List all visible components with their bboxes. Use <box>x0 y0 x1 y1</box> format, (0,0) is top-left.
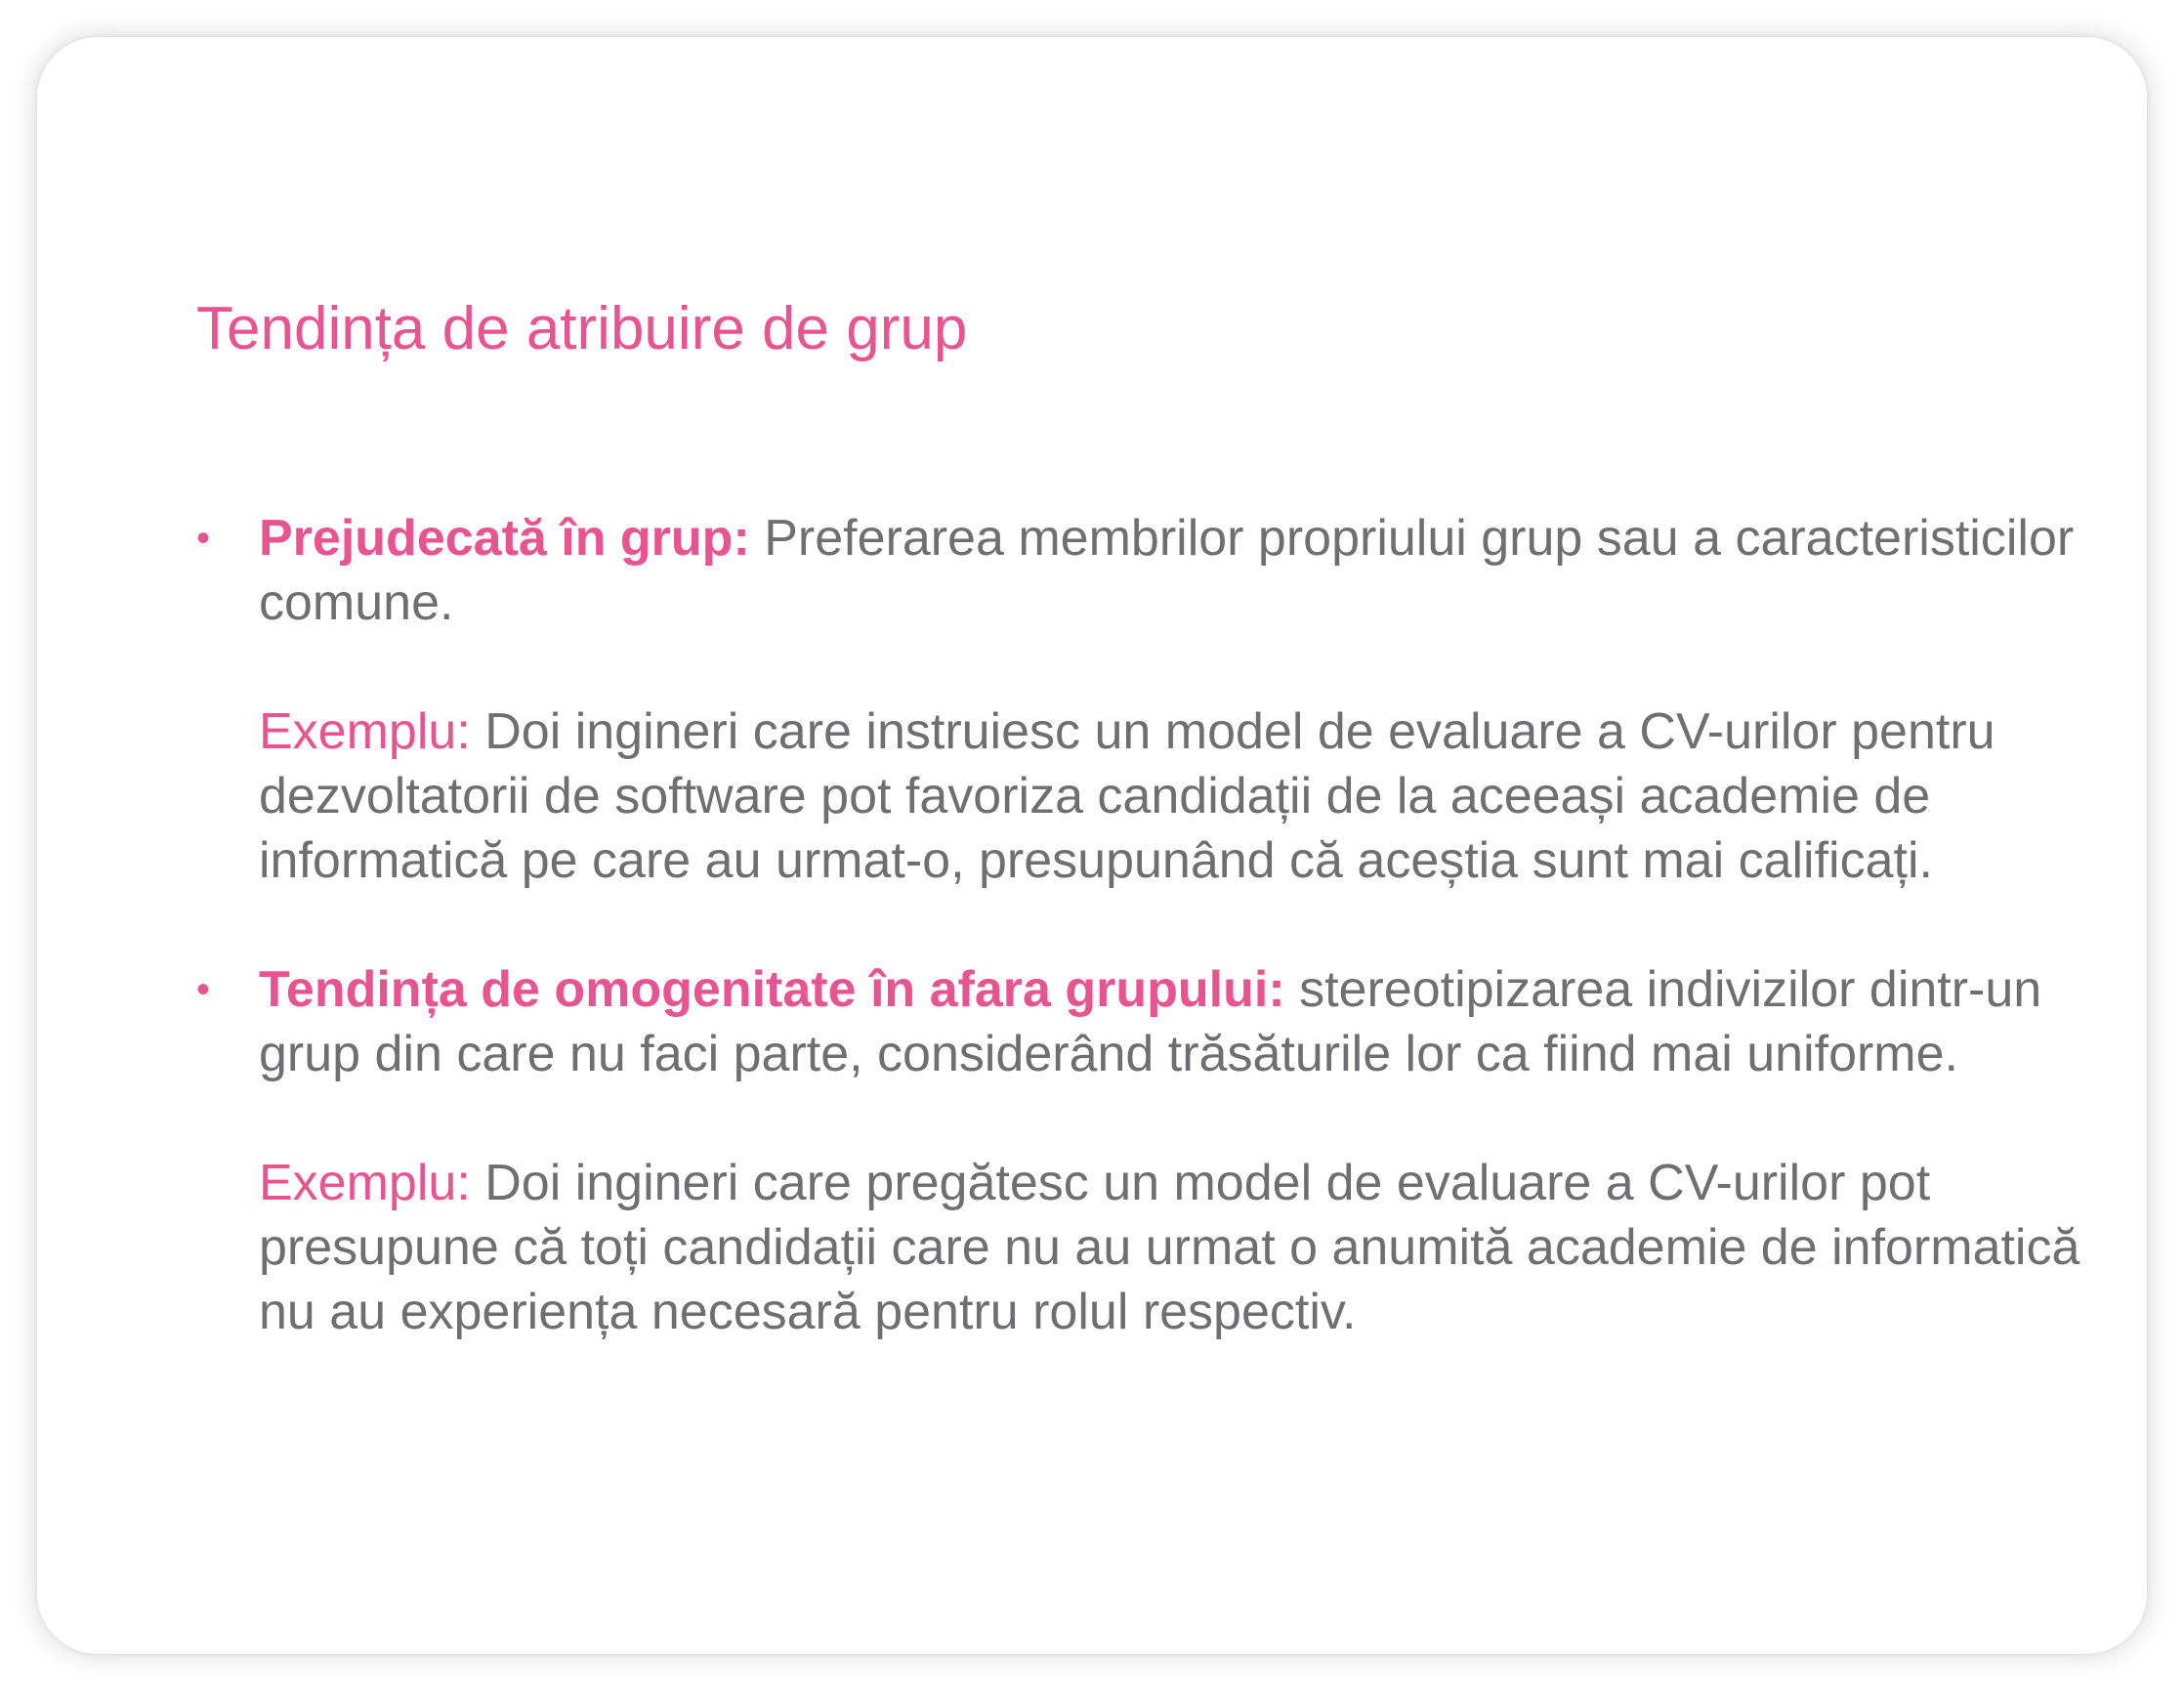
bullet-icon: • <box>196 517 211 560</box>
example-paragraph <box>259 699 2081 893</box>
bias-list <box>196 506 2081 1344</box>
bullet-icon: • <box>196 968 211 1011</box>
definition-text: stereotipizarea indivizilor dintr-un grup din care nu faci parte, considerând trăsăturile lor ca fiind mai uniforme. <box>259 961 2042 1082</box>
example-text: Doi ingineri care instruiesc un model de evaluare a CV-urilor pentru dezvoltatorii de software pot favoriza candidații de la aceeași academie de informatică pe care au urmat-o, presupunând că aceștia sunt mai calificați. <box>259 703 1995 889</box>
example-text: Doi ingineri care pregătesc un model de evaluare a CV-urilor pot presupune că toți candidații care nu au urmat o anumită academie de informatică nu au experiența necesară pentru rolul respectiv. <box>259 1155 2080 1340</box>
term-label: Tendința de omogenitate în afara grupului: <box>259 961 1285 1018</box>
term-label: Prejudecată în grup: <box>259 510 750 567</box>
definition-text: Preferarea membrilor propriului grup sau a caracteristicilor comune. <box>259 510 2075 631</box>
list-item-out-group-homogeneity <box>196 957 2081 1344</box>
example-label: Exemplu: <box>259 703 471 760</box>
slide-title: Tendința de atribuire de grup <box>196 295 968 362</box>
example-paragraph <box>259 1151 2081 1344</box>
content-card <box>37 37 2147 1654</box>
definition-paragraph <box>259 957 2081 1086</box>
list-item-in-group-bias <box>196 506 2081 893</box>
example-label: Exemplu: <box>259 1155 471 1211</box>
definition-paragraph <box>259 506 2081 635</box>
